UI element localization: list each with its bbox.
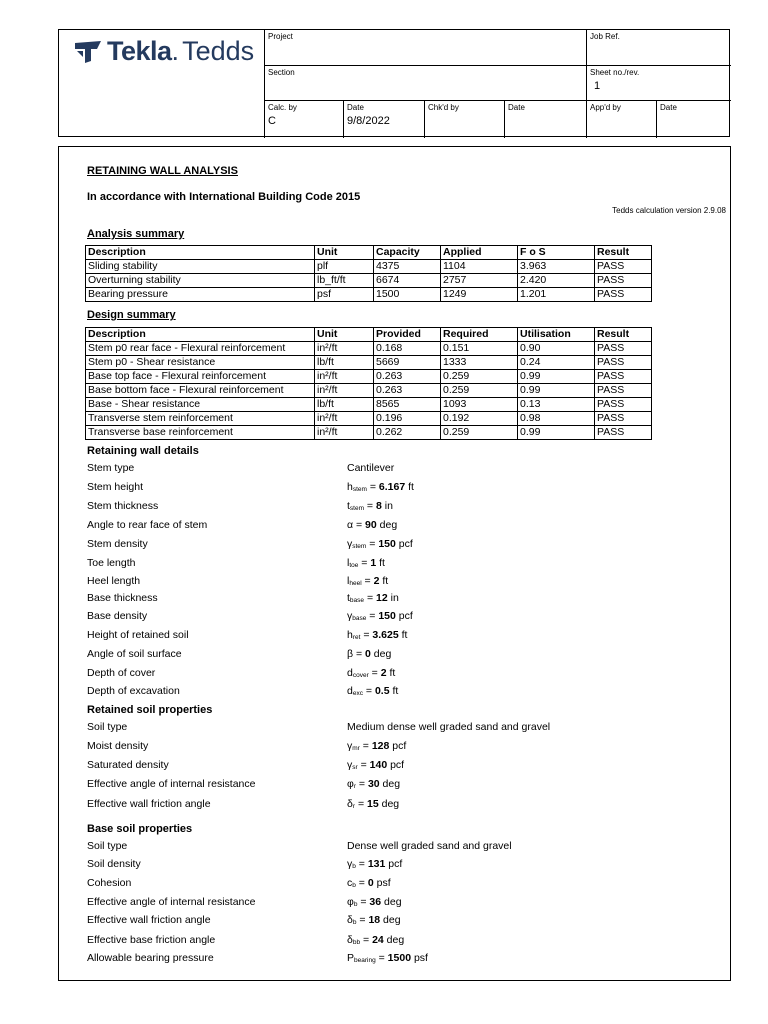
table-row (86, 398, 652, 412)
property-row (87, 481, 707, 495)
table-cell: in²/ft (315, 426, 374, 440)
property-row (87, 759, 707, 773)
property-label: Allowable bearing pressure (87, 952, 214, 964)
column-header: Utilisation (518, 328, 595, 342)
table-cell: Bearing pressure (86, 288, 315, 302)
column-header: Unit (315, 246, 374, 260)
table-cell: 0.262 (374, 426, 441, 440)
table-header-row (86, 246, 652, 260)
date3-label: Date (660, 103, 677, 112)
column-header: Result (595, 328, 652, 342)
table-cell: Transverse base reinforcement (86, 426, 315, 440)
property-row (87, 557, 707, 571)
table-cell: Transverse stem reinforcement (86, 412, 315, 426)
column-header: Unit (315, 328, 374, 342)
table-cell: 2757 (441, 274, 518, 288)
property-label: Heel length (87, 575, 141, 587)
property-row (87, 840, 707, 854)
property-value: $\delta_b = 18$ deg (347, 914, 401, 926)
property-label: Stem type (87, 462, 135, 474)
property-value: $\delta_r = 15$ deg (347, 798, 400, 810)
jobref-label: Job Ref. (590, 32, 620, 41)
property-value: $\gamma_{stem} = 150$ pcf (347, 538, 413, 550)
property-label: Angle of soil surface (87, 648, 182, 660)
table-cell: PASS (595, 426, 652, 440)
property-value: β = 0 deg (347, 648, 392, 660)
property-value: $h_{stem} = 6.167$ ft (347, 481, 414, 493)
table-cell: PASS (595, 342, 652, 356)
project-label: Project (268, 32, 293, 41)
table-cell: 0.263 (374, 370, 441, 384)
project-cell (264, 30, 586, 66)
date2-label: Date (508, 103, 525, 112)
table-cell: Base bottom face - Flexural reinforcement (86, 384, 315, 398)
tekla-logo-icon (73, 41, 103, 63)
property-row (87, 629, 707, 643)
property-value: α = 90 deg (347, 519, 398, 531)
property-label: Effective angle of internal resistance (87, 896, 256, 908)
table-cell: PASS (595, 356, 652, 370)
table-row (86, 342, 652, 356)
table-cell: lb_ft/ft (315, 274, 374, 288)
wall-details-heading: Retaining wall details (87, 445, 199, 457)
property-value: $P_{bearing} = 1500$ psf (347, 952, 428, 964)
table-cell: 2.420 (518, 274, 595, 288)
table-cell: 0.259 (441, 370, 518, 384)
property-label: Base density (87, 610, 148, 622)
table-cell: 1093 (441, 398, 518, 412)
property-label: Cohesion (87, 877, 132, 889)
table-header-row (86, 328, 652, 342)
property-row (87, 877, 707, 891)
column-header: Required (441, 328, 518, 342)
section-label: Section (268, 68, 295, 77)
table-row (86, 274, 652, 288)
property-label: Soil type (87, 721, 128, 733)
property-row (87, 685, 707, 699)
table-row (86, 356, 652, 370)
column-header: Result (595, 246, 652, 260)
property-value: $\varphi_r = 30$ deg (347, 778, 401, 790)
property-label: Stem thickness (87, 500, 159, 512)
property-row (87, 538, 707, 552)
property-label: Toe length (87, 557, 136, 569)
column-header: F o S (518, 246, 595, 260)
document-title: RETAINING WALL ANALYSIS (87, 165, 238, 177)
column-header: Description (86, 246, 315, 260)
table-cell: psf (315, 288, 374, 302)
property-row (87, 575, 707, 589)
date2-cell (504, 101, 586, 138)
property-value: $t_{stem} = 8$ in (347, 500, 393, 512)
table-cell: 6674 (374, 274, 441, 288)
date1-value: 9/8/2022 (347, 115, 390, 127)
table-cell: PASS (595, 398, 652, 412)
property-row (87, 519, 707, 533)
property-row (87, 610, 707, 624)
property-label: Saturated density (87, 759, 169, 771)
table-row (86, 384, 652, 398)
table-cell: 0.259 (441, 426, 518, 440)
table-row (86, 370, 652, 384)
property-row (87, 648, 707, 662)
table-cell: 0.192 (441, 412, 518, 426)
property-value: $\gamma_{sr} = 140$ pcf (347, 759, 405, 771)
property-value: $\gamma_b = 131$ pcf (347, 858, 403, 870)
table-row (86, 288, 652, 302)
property-label: Effective angle of internal resistance (87, 778, 256, 790)
table-cell: PASS (595, 370, 652, 384)
property-row (87, 914, 707, 928)
table-cell: Stem p0 - Shear resistance (86, 356, 315, 370)
date1-label: Date (347, 103, 364, 112)
table-cell: 1500 (374, 288, 441, 302)
table-cell: PASS (595, 288, 652, 302)
table-cell: PASS (595, 260, 652, 274)
retained-soil-heading: Retained soil properties (87, 704, 213, 716)
property-row (87, 952, 707, 966)
section-cell (264, 66, 586, 101)
property-label: Stem density (87, 538, 148, 550)
table-cell: 3.963 (518, 260, 595, 274)
property-label: Effective wall friction angle (87, 914, 211, 926)
column-header: Applied (441, 246, 518, 260)
design-summary-heading: Design summary (87, 309, 176, 321)
table-cell: 1249 (441, 288, 518, 302)
property-row (87, 667, 707, 681)
property-label: Depth of cover (87, 667, 156, 679)
table-cell: lb/ft (315, 398, 374, 412)
table-cell: in²/ft (315, 384, 374, 398)
property-row (87, 740, 707, 754)
property-label: Soil density (87, 858, 141, 870)
appd-cell (586, 101, 656, 138)
property-label: Angle to rear face of stem (87, 519, 208, 531)
tekla-tedds-logo (73, 36, 254, 67)
table-cell: plf (315, 260, 374, 274)
document-subtitle: In accordance with International Building Code 2015 (87, 191, 361, 203)
table-cell: 0.263 (374, 384, 441, 398)
table-row (86, 412, 652, 426)
property-value: $\gamma_{base} = 150$ pcf (347, 610, 413, 622)
table-cell: Sliding stability (86, 260, 315, 274)
table-cell: 0.99 (518, 384, 595, 398)
table-cell: Stem p0 rear face - Flexural reinforcement (86, 342, 315, 356)
property-label: Effective wall friction angle (87, 798, 211, 810)
calcby-value: C (268, 115, 276, 127)
table-cell: 0.99 (518, 370, 595, 384)
calcby-label: Calc. by (268, 103, 297, 112)
property-label: Effective base friction angle (87, 934, 216, 946)
table-cell: 1333 (441, 356, 518, 370)
design-summary-table (85, 327, 652, 440)
property-row (87, 896, 707, 910)
property-row (87, 858, 707, 872)
property-label: Depth of excavation (87, 685, 180, 697)
table-cell: 0.13 (518, 398, 595, 412)
property-label: Stem height (87, 481, 144, 493)
analysis-summary-heading: Analysis summary (87, 228, 185, 240)
table-cell: 0.24 (518, 356, 595, 370)
table-cell: 0.259 (441, 384, 518, 398)
property-value: $l_{heel} = 2$ ft (347, 575, 389, 587)
calcby-cell (264, 101, 343, 138)
property-row (87, 778, 707, 792)
property-value: Dense well graded sand and gravel (347, 840, 512, 852)
property-value: $\gamma_{mr} = 128$ pcf (347, 740, 407, 752)
table-cell: 0.168 (374, 342, 441, 356)
property-value: $\varphi_b = 36$ deg (347, 896, 402, 908)
sheet-label: Sheet no./rev. (590, 68, 640, 77)
version-note: Tedds calculation version 2.9.08 (612, 206, 726, 215)
property-row (87, 500, 707, 514)
property-label: Moist density (87, 740, 149, 752)
table-cell: 4375 (374, 260, 441, 274)
table-cell: 0.90 (518, 342, 595, 356)
logo-dot: . (171, 36, 180, 66)
logo-word-tekla: Tekla (107, 36, 172, 66)
calculation-sheet (58, 146, 731, 981)
logo-word-tedds: Tedds (182, 36, 255, 66)
property-value: $t_{base} = 12$ in (347, 592, 399, 604)
base-soil-heading: Base soil properties (87, 823, 193, 835)
property-label: Height of retained soil (87, 629, 189, 641)
table-cell: PASS (595, 384, 652, 398)
property-value: $d_{exc} = 0.5$ ft (347, 685, 399, 697)
table-cell: 0.98 (518, 412, 595, 426)
title-block (58, 29, 730, 137)
property-label: Base thickness (87, 592, 158, 604)
table-cell: 1.201 (518, 288, 595, 302)
column-header: Description (86, 328, 315, 342)
table-cell: in²/ft (315, 370, 374, 384)
table-cell: Overturning stability (86, 274, 315, 288)
property-value: $h_{ret} = 3.625$ ft (347, 629, 408, 641)
chkd-label: Chk'd by (428, 103, 459, 112)
table-cell: 0.99 (518, 426, 595, 440)
date1-cell (343, 101, 424, 138)
table-cell: 0.151 (441, 342, 518, 356)
table-cell: 1104 (441, 260, 518, 274)
property-value: Medium dense well graded sand and gravel (347, 721, 551, 733)
table-cell: Base - Shear resistance (86, 398, 315, 412)
property-row (87, 462, 707, 476)
table-row (86, 260, 652, 274)
property-label: Soil type (87, 840, 128, 852)
table-cell: lb/ft (315, 356, 374, 370)
date3-cell (656, 101, 731, 138)
table-cell: 8565 (374, 398, 441, 412)
property-row (87, 592, 707, 606)
table-cell: PASS (595, 412, 652, 426)
jobref-cell (586, 30, 731, 66)
chkd-cell (424, 101, 504, 138)
property-value: $l_{toe} = 1$ ft (347, 557, 385, 569)
property-row (87, 934, 707, 948)
sheet-value: 1 (594, 80, 601, 92)
appd-label: App'd by (590, 103, 621, 112)
property-value: $d_{cover} = 2$ ft (347, 667, 396, 679)
property-value: Cantilever (347, 462, 395, 474)
analysis-summary-table (85, 245, 652, 302)
property-value: $\delta_{bb} = 24$ deg (347, 934, 405, 946)
table-cell: in²/ft (315, 412, 374, 426)
table-cell: in²/ft (315, 342, 374, 356)
column-header: Capacity (374, 246, 441, 260)
table-cell: Base top face - Flexural reinforcement (86, 370, 315, 384)
sheet-cell (586, 66, 731, 101)
table-cell: PASS (595, 274, 652, 288)
column-header: Provided (374, 328, 441, 342)
property-row (87, 721, 707, 735)
table-cell: 5669 (374, 356, 441, 370)
table-cell: 0.196 (374, 412, 441, 426)
property-row (87, 798, 707, 812)
property-value: $c_b = 0$ psf (347, 877, 391, 889)
table-row (86, 426, 652, 440)
